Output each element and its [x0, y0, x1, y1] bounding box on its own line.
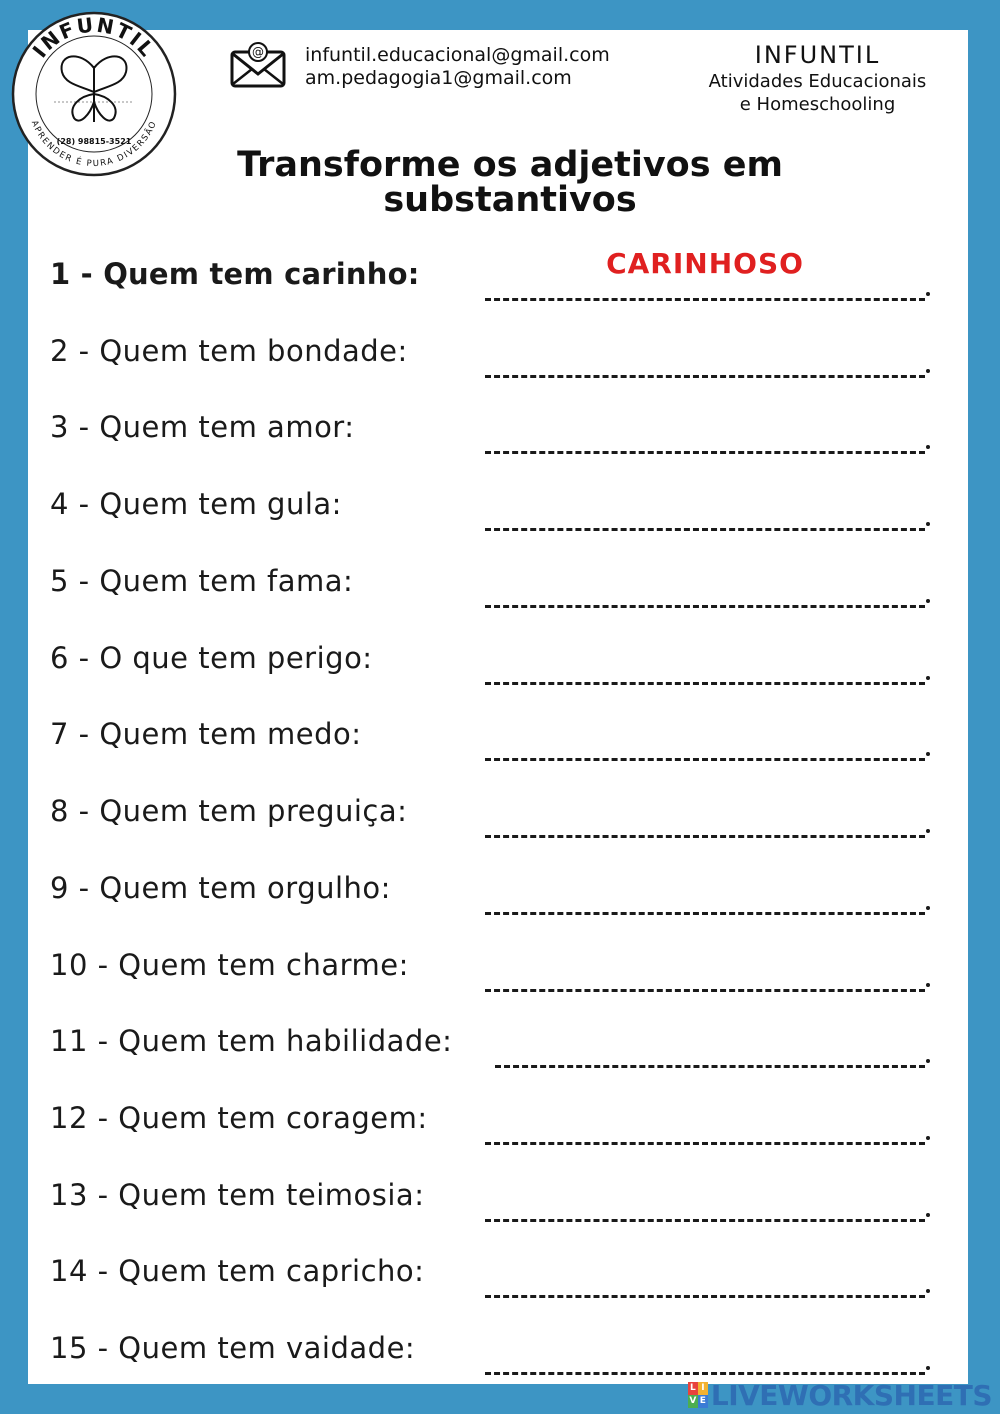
answer-text: CARINHOSO — [606, 247, 804, 280]
answer-blank[interactable] — [495, 1031, 925, 1068]
blank-end-dot — [926, 1059, 930, 1063]
question-row — [50, 870, 950, 910]
blank-end-dot — [926, 752, 930, 756]
brand-name: INFUNTIL — [754, 41, 881, 69]
answer-blank[interactable] — [485, 1108, 925, 1145]
question-row — [50, 640, 950, 680]
answer-blank[interactable] — [485, 801, 925, 838]
liveworksheets-watermark — [688, 1380, 992, 1410]
logo-phone: (28) 98815-3521 — [56, 137, 132, 146]
page-title — [160, 145, 860, 220]
answer-blank[interactable] — [485, 494, 925, 531]
answer-blank[interactable] — [485, 1338, 925, 1375]
blank-end-dot — [926, 522, 930, 526]
question-label: 3 - Quem tem amor: — [50, 410, 355, 444]
brand-block — [690, 40, 945, 116]
logo-ring-text-bottom: APRENDER É PURA DIVERSÃO — [28, 119, 160, 170]
email-2: am.pedagogia1@gmail.com — [305, 67, 572, 89]
answer-blank[interactable] — [485, 878, 925, 915]
question-label: 5 - Quem tem fama: — [50, 564, 354, 598]
blank-end-dot — [926, 1136, 930, 1140]
question-row — [50, 1177, 950, 1217]
title-line-2: substantivos — [383, 180, 637, 220]
blank-end-dot — [926, 906, 930, 910]
question-row — [50, 1023, 950, 1063]
answer-blank[interactable] — [485, 417, 925, 454]
question-row — [50, 1100, 950, 1140]
blank-end-dot — [926, 445, 930, 449]
blank-end-dot — [926, 1213, 930, 1217]
contact-emails — [305, 44, 610, 90]
svg-text:@: @ — [252, 45, 264, 59]
blank-end-dot — [926, 829, 930, 833]
question-label: 14 - Quem tem capricho: — [50, 1254, 425, 1288]
question-row — [50, 716, 950, 756]
title-line-1: Transforme os adjetivos em — [237, 145, 783, 185]
question-label: 10 - Quem tem charme: — [50, 948, 409, 982]
question-label: 15 - Quem tem vaidade: — [50, 1331, 416, 1365]
brand-subtitle-2: e Homeschooling — [739, 94, 896, 115]
question-label: 11 - Quem tem habilidade: — [50, 1024, 453, 1058]
blank-end-dot — [926, 1289, 930, 1293]
blank-end-dot — [926, 676, 930, 680]
wm-letter: E — [699, 1396, 706, 1406]
answer-blank[interactable] — [485, 724, 925, 761]
question-row — [50, 333, 950, 373]
logo-ring-text-top: INFUNTIL — [27, 12, 161, 63]
wm-letter: L — [688, 1382, 698, 1395]
question-label: 8 - Quem tem preguiça: — [50, 794, 408, 828]
question-row — [50, 793, 950, 833]
infuntil-logo — [10, 10, 178, 178]
blank-end-dot — [926, 599, 930, 603]
question-label: 13 - Quem tem teimosia: — [50, 1178, 425, 1212]
answer-blank[interactable] — [485, 648, 925, 685]
email-1: infuntil.educacional@gmail.com — [305, 44, 610, 66]
question-row — [50, 563, 950, 603]
question-row — [50, 947, 950, 987]
question-label: 9 - Quem tem orgulho: — [50, 871, 391, 905]
brand-subtitle-1: Atividades Educacionais — [708, 71, 927, 92]
question-row — [50, 486, 950, 526]
question-row — [50, 247, 950, 296]
answer-blank[interactable] — [485, 1261, 925, 1298]
question-row — [50, 409, 950, 449]
blank-end-dot — [926, 1366, 930, 1370]
answer-blank[interactable] — [485, 1185, 925, 1222]
blank-end-dot — [926, 292, 930, 296]
question-label: 6 - O que tem perigo: — [50, 641, 373, 675]
envelope-icon — [230, 42, 286, 90]
question-label: 4 - Quem tem gula: — [50, 487, 342, 521]
wm-letter: I — [698, 1382, 708, 1395]
watermark-text: LIVEWORKSHEETS — [710, 1378, 992, 1412]
question-label: 7 - Quem tem medo: — [50, 717, 362, 751]
question-label: 2 - Quem tem bondade: — [50, 334, 408, 368]
blank-end-dot — [926, 983, 930, 987]
wm-letter: V — [689, 1396, 697, 1406]
answer-blank[interactable] — [485, 571, 925, 608]
answer-blank[interactable] — [485, 247, 925, 301]
blank-end-dot — [926, 369, 930, 373]
liveworksheets-icon — [688, 1382, 708, 1408]
question-label: 12 - Quem tem coragem: — [50, 1101, 428, 1135]
question-label: 1 - Quem tem carinho: — [50, 257, 420, 291]
question-row — [50, 1253, 950, 1293]
question-row — [50, 1330, 950, 1370]
answer-blank[interactable] — [485, 341, 925, 378]
answer-blank[interactable] — [485, 955, 925, 992]
